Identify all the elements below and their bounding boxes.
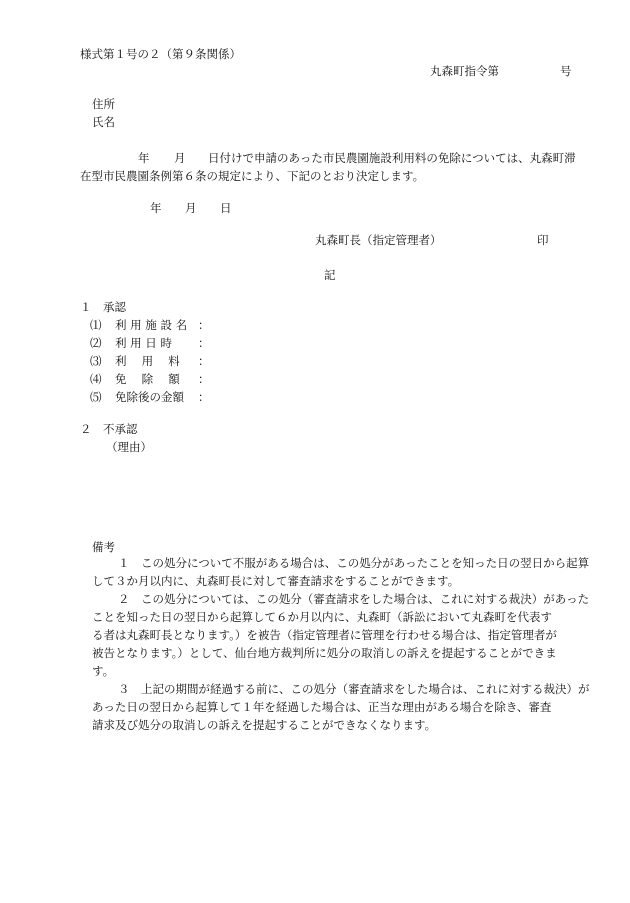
approval-item-colon: ： bbox=[198, 336, 210, 350]
approval-item-num: ⑵ bbox=[90, 336, 102, 350]
document-number-suffix: 号 bbox=[560, 64, 572, 78]
date-month: 月 bbox=[185, 201, 197, 215]
intro-line2: 在型市民農園条例第６条の規定により、下記のとおり決定します。 bbox=[80, 169, 425, 183]
approval-item-label: 免 除 額 bbox=[115, 372, 180, 386]
seal-mark: 印 bbox=[537, 233, 549, 247]
note-line: １ この処分について不服がある場合は、この処分があったことを知った日の翌日から起算 bbox=[118, 556, 590, 570]
approval-item-colon: ： bbox=[198, 390, 210, 404]
approval-item-colon: ： bbox=[198, 354, 210, 368]
approval-item-label: 免除後の金額 bbox=[115, 390, 184, 404]
note-line: る者は丸森町長となります。）を被告（指定管理者に管理を行わせる場合は、指定管理者が bbox=[92, 628, 557, 642]
disapproval-reason-label: （理由） bbox=[106, 440, 152, 454]
address-label: 住所 bbox=[92, 97, 115, 111]
approval-item-label: 利 用 日 時 bbox=[115, 336, 172, 350]
disapproval-heading: ２ 不承認 bbox=[80, 422, 138, 436]
issuer-title: 丸森町長（指定管理者） bbox=[315, 233, 442, 247]
form-number: 様式第１号の２（第９条関係） bbox=[80, 47, 241, 61]
approval-item-label: 利 用 施 設 名 bbox=[115, 318, 188, 332]
intro-month: 月 bbox=[174, 151, 186, 165]
note-line: ２ この処分については、この処分（審査請求をした場合は、これに対する裁決）があった bbox=[118, 592, 590, 606]
date-day: 日 bbox=[220, 201, 232, 215]
note-line: ３ 上記の期間が経過する前に、この処分（審査請求をした場合は、これに対する裁決）が bbox=[118, 682, 590, 696]
note-line: 被告となります。）として、仙台地方裁判所に処分の取消しの訴えを提起することができま bbox=[92, 646, 557, 660]
note-line: して３か月以内に、丸森町長に対して審査請求をすることができます。 bbox=[92, 574, 460, 588]
note-line: 請求及び処分の取消しの訴えを提起することができなくなります。 bbox=[92, 718, 437, 732]
date-year: 年 bbox=[150, 201, 162, 215]
intro-line1: 日付けで申請のあった市民農園施設利用料の免除については、丸森町滞 bbox=[208, 151, 576, 165]
approval-item-colon: ： bbox=[198, 318, 210, 332]
approval-item-num: ⑴ bbox=[90, 318, 102, 332]
ki-heading: 記 bbox=[324, 268, 336, 282]
document-number-prefix: 丸森町指令第 bbox=[430, 64, 499, 78]
approval-item-label: 利 用 料 bbox=[115, 354, 180, 368]
note-line: す。 bbox=[92, 664, 115, 678]
note-line: ことを知った日の翌日から起算して６か月以内に、丸森町（訴訟において丸森町を代表す bbox=[92, 610, 552, 624]
note-line: あった日の翌日から起算して１年を経過した場合は、正当な理由がある場合を除き、審査 bbox=[92, 700, 552, 714]
approval-item-num: ⑶ bbox=[90, 354, 102, 368]
approval-item-colon: ： bbox=[198, 372, 210, 386]
notes-heading: 備考 bbox=[92, 540, 115, 554]
approval-item-num: ⑸ bbox=[90, 390, 102, 404]
name-label: 氏名 bbox=[92, 115, 115, 129]
intro-year: 年 bbox=[138, 151, 150, 165]
approval-heading: １ 承認 bbox=[80, 300, 126, 314]
approval-item-num: ⑷ bbox=[90, 372, 102, 386]
